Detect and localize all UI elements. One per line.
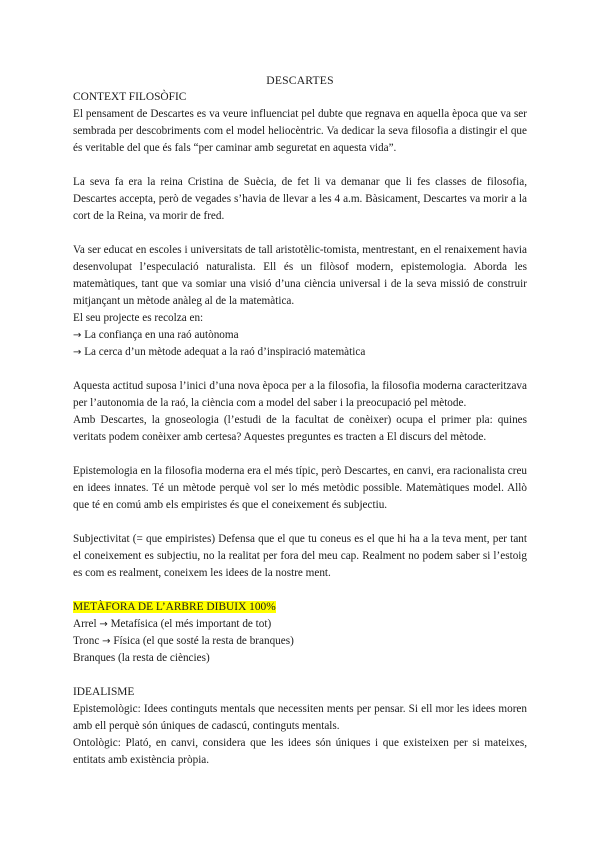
paragraph-context-4: Aquesta actitud suposa l’inici d’una nova època per a la filosofia, la filosofia moderna caracteritzava per l’autonomia de la raó, la ciència com a model del saber i la preocupació pel mètode.	[73, 380, 527, 409]
spacer	[73, 361, 527, 378]
arrow-icon: →	[73, 330, 82, 341]
arrow-icon: →	[102, 636, 111, 647]
paragraph-idealism-2: Ontològic: Plató, en canvi, considera que les idees són úniques i que existeixen per si mateixes, entitats amb existència pròpia.	[73, 737, 527, 766]
bullet-text: La cerca d’un mètode adequat a la raó d’inspiració matemàtica	[84, 346, 366, 358]
tree-item-left: Arrel	[73, 618, 97, 630]
tree-item-trunk	[73, 633, 527, 650]
spacer	[73, 446, 527, 463]
tree-item-left: Tronc	[73, 635, 100, 647]
spacer	[73, 225, 527, 242]
spacer	[73, 514, 527, 531]
paragraph-context-3: Va ser educat en escoles i universitats de tall aristotèlic-tomista, mentrestant, en el renaixement havia desenvolupat l’especulació naturalista. Ell és un filòsof modern, epistemologia. Aborda les matemàtiques, tant que va somiar una visió d’una ciència universal i de la seva missió de construir mitjançant un mètode anàleg al de la matemàtica.	[73, 244, 527, 307]
highlighted-heading: METÀFORA DE L’ARBRE DIBUIX 100%	[73, 601, 276, 613]
arrow-icon: →	[73, 347, 82, 358]
paragraph-context-6: Epistemologia en la filosofia moderna era el més típic, però Descartes, en canvi, era racionalista creu en idees innates. Té un mètode perquè vol ser lo més metòdic possible. Matemàtiques model. Allò que té en comú amb els empiristes és que el coneixement és subjectiu.	[73, 465, 527, 511]
paragraph-context-5: Amb Descartes, la gnoseologia (l’estudi de la facultat de conèixer) ocupa el primer pla: quines veritats podem conèixer amb certesa? Aquestes preguntes es tracten a El discurs del mètode.	[73, 414, 527, 443]
tree-item-right: Metafísica (el més important de tot)	[110, 618, 272, 630]
paragraph-idealism-1: Epistemològic: Idees continguts mentals que necessiten ments per pensar. Si ell mor les idees moren amb ell perquè són úniques de cadascú, continguts mentals.	[73, 703, 527, 732]
tree-item-right: Física (el que sosté la resta de branques)	[113, 635, 294, 647]
spacer	[73, 157, 527, 174]
section-heading-context: CONTEXT FILOSÒFIC	[73, 91, 187, 103]
tree-item-branches: Branques (la resta de ciències)	[73, 652, 210, 664]
paragraph-context-1: El pensament de Descartes es va veure influenciat pel dubte que regnava en aquella època que va ser sembrada per descobriments com el model heliocèntric. Va dedicar la seva filosofia a distingir el que és veritable del que és fals “per caminar amb seguretat en aquesta vida”.	[73, 108, 527, 154]
section-heading-tree	[73, 599, 527, 616]
bullet-item-1	[73, 327, 527, 344]
arrow-icon: →	[99, 619, 108, 630]
spacer	[73, 582, 527, 599]
bullet-text: La confiança en una raó autònoma	[84, 329, 239, 341]
paragraph-project-intro: El seu projecte es recolza en:	[73, 312, 204, 324]
paragraph-context-7: Subjectivitat (= que empiristes) Defensa que el que tu coneus es el que hi ha a la teva ment, per tant el coneixement es subjectiu, no la realitat per fora del meu cap. Realment no podem saber si l’estoig es com es realment, coneixem les idees de la nostre ment.	[73, 533, 527, 579]
section-heading-idealism: IDEALISME	[73, 686, 135, 698]
paragraph-context-2: La seva fa era la reina Cristina de Suècia, de fet li va demanar que li fes classes de filosofia, Descartes accepta, però de vegades s’havia de llevar a les 4 a.m. Bàsicament, Descartes va morir a la cort de la Reina, va morir de fred.	[73, 176, 527, 222]
spacer	[73, 667, 527, 684]
bullet-item-2	[73, 344, 527, 361]
page-title: DESCARTES	[266, 74, 334, 87]
tree-item-root	[73, 616, 527, 633]
